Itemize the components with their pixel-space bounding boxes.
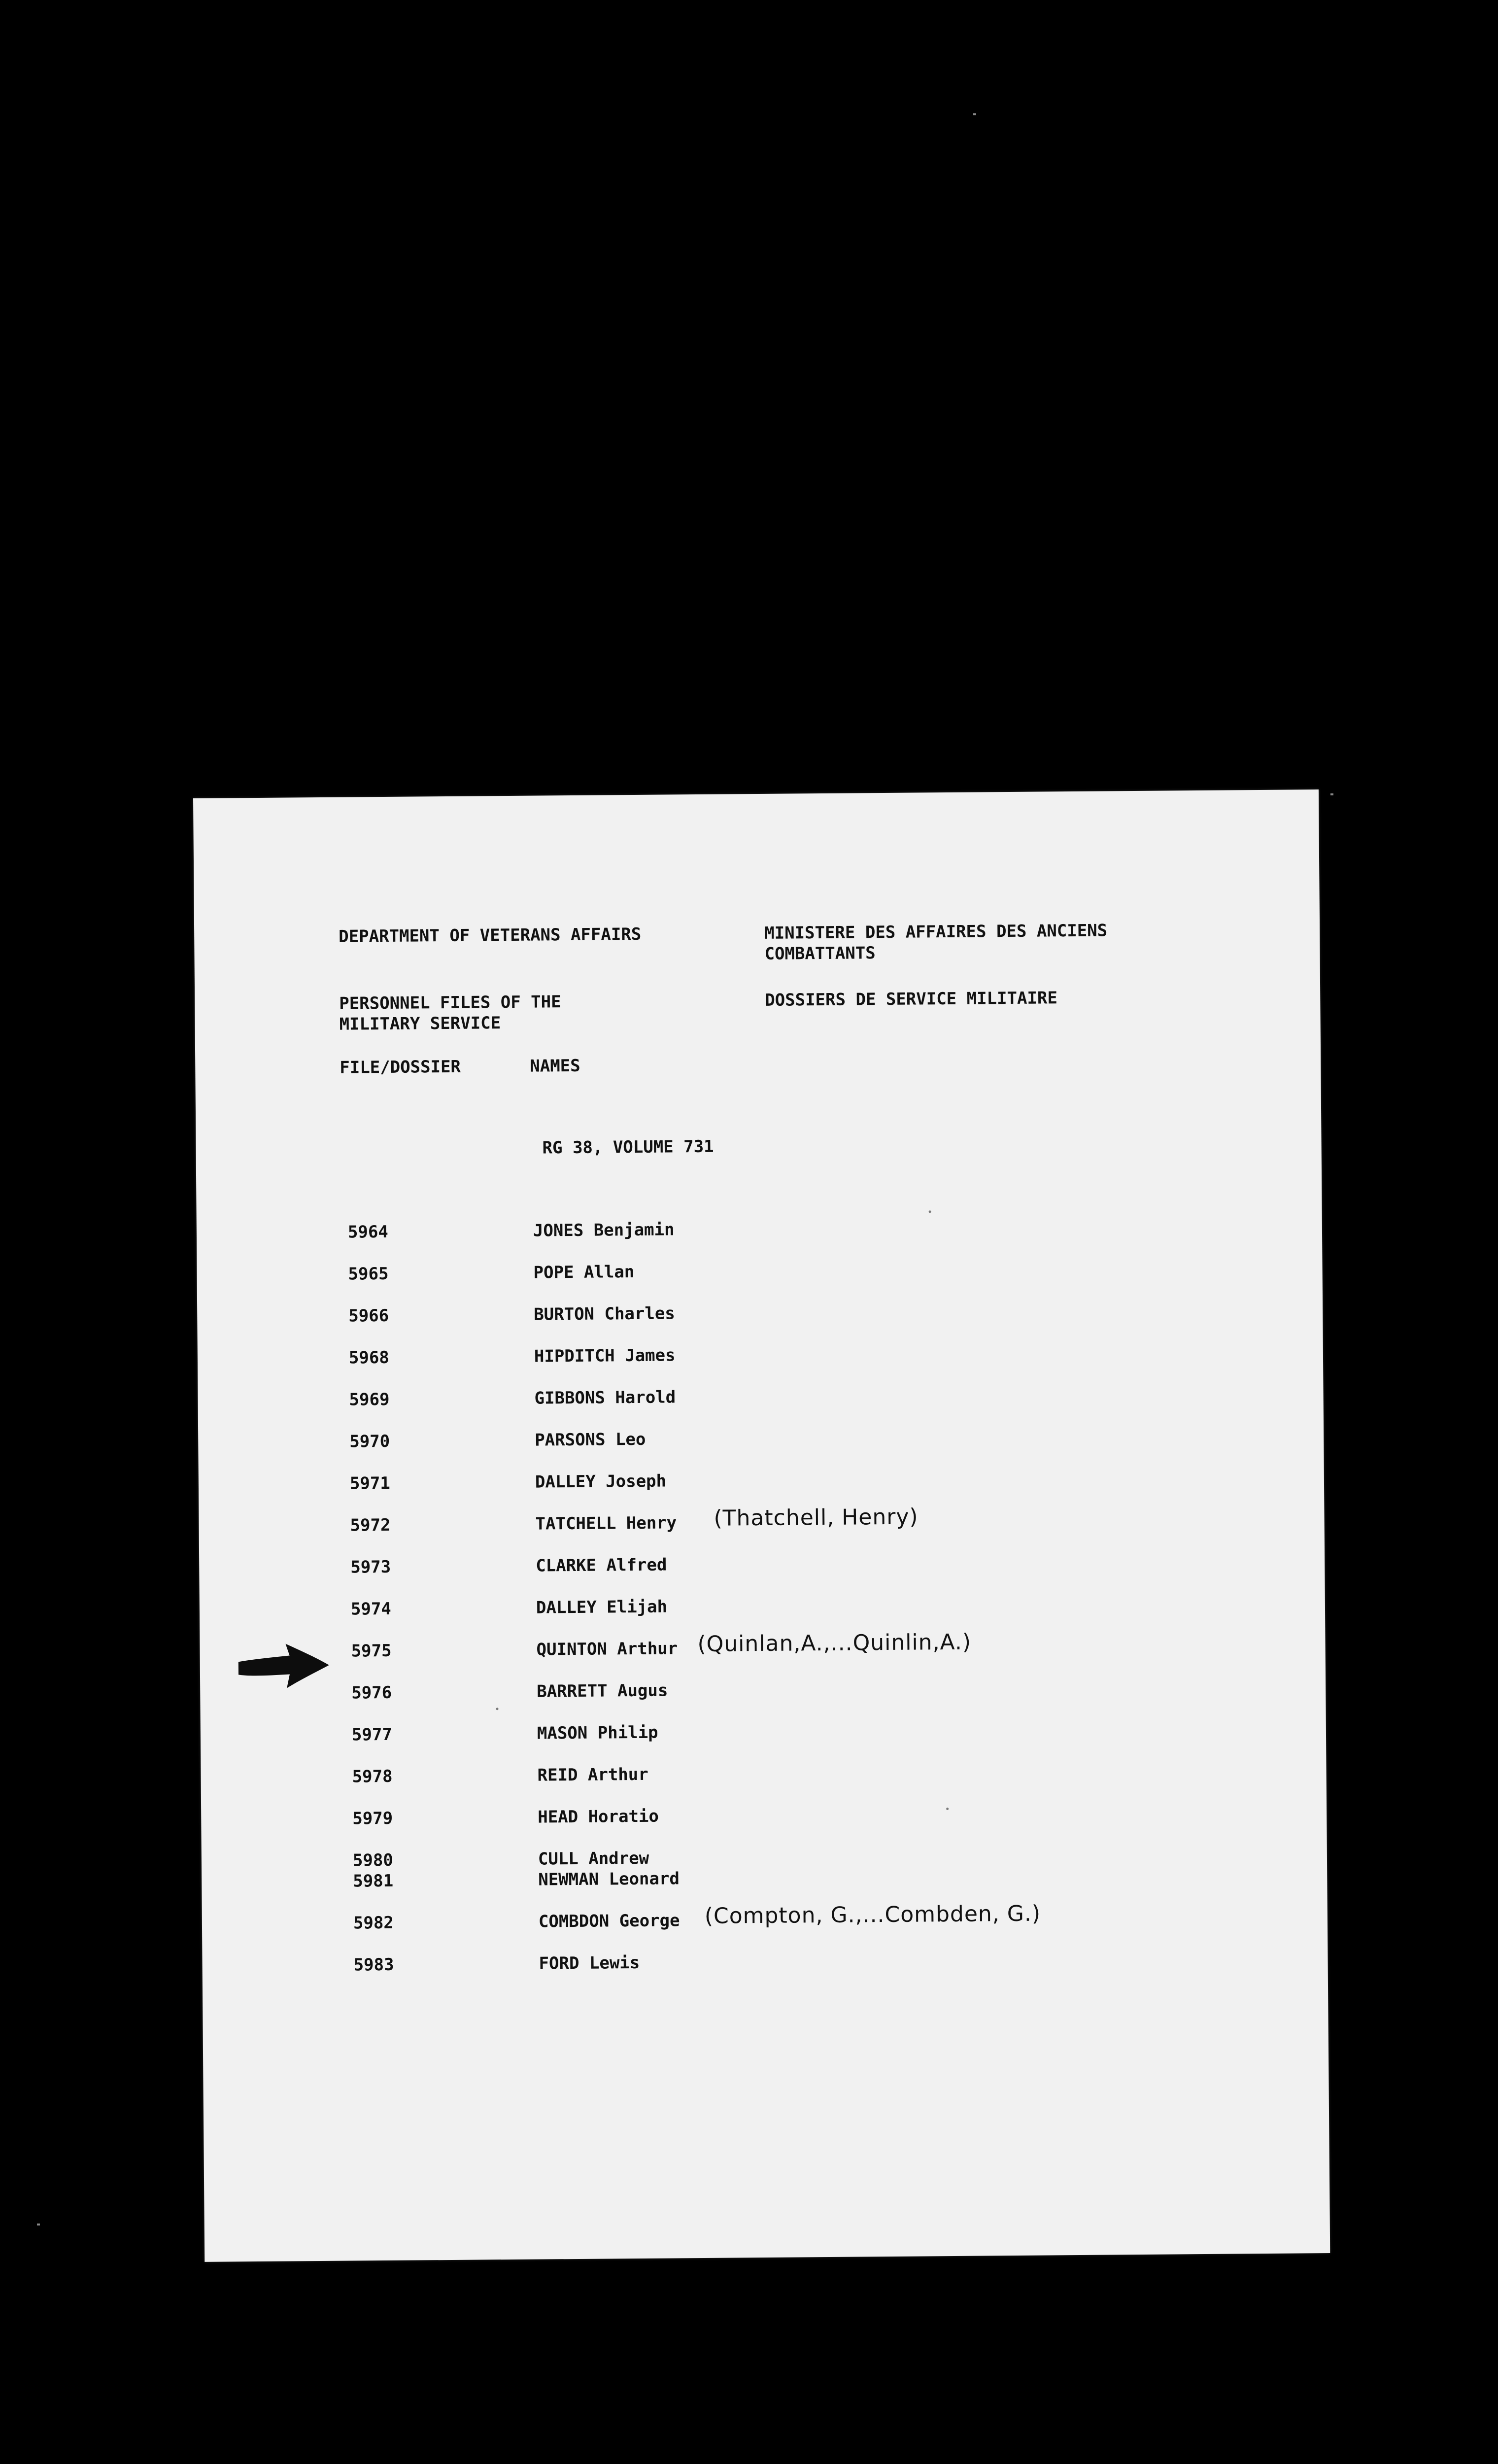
file-number: 5976 <box>351 1682 392 1703</box>
background-speck <box>973 113 976 115</box>
files-title-en-line2: MILITARY SERVICE <box>339 1013 501 1034</box>
volume-label: RG 38, VOLUME 731 <box>542 1136 714 1158</box>
person-name: DALLEY Elijah <box>536 1597 668 1618</box>
file-number: 5982 <box>353 1913 394 1933</box>
background-speck <box>37 2224 40 2225</box>
person-name: HEAD Horatio <box>538 1806 659 1827</box>
file-number: 5978 <box>352 1766 393 1787</box>
department-title-fr-line1: MINISTERE DES AFFAIRES DES ANCIENS <box>764 921 1108 943</box>
file-number: 5965 <box>348 1264 389 1284</box>
department-title-en: DEPARTMENT OF VETERANS AFFAIRS <box>339 924 642 947</box>
person-name: GIBBONS Harold <box>534 1387 676 1408</box>
person-name: CLARKE Alfred <box>536 1555 667 1576</box>
file-number: 5975 <box>351 1641 392 1661</box>
handwritten-alias-note: (Quinlan,A.,...Quinlin,A.) <box>697 1629 972 1657</box>
handwritten-alias-note: (Thatchell, Henry) <box>714 1504 919 1531</box>
paper-speck <box>929 1210 931 1213</box>
document-page <box>193 789 1330 2262</box>
arrow-right-icon <box>234 1638 333 1693</box>
file-number: 5966 <box>348 1305 389 1326</box>
paper-speck <box>496 1708 499 1710</box>
file-number: 5969 <box>349 1389 390 1410</box>
file-number: 5970 <box>349 1431 390 1452</box>
person-name: MASON Philip <box>537 1722 658 1744</box>
department-title-fr-line2: COMBATTANTS <box>764 943 876 964</box>
file-number: 5973 <box>350 1557 391 1577</box>
file-number: 5981 <box>353 1871 394 1891</box>
paper-speck <box>946 1808 949 1810</box>
person-name: POPE Allan <box>533 1262 635 1283</box>
person-name: BURTON Charles <box>534 1303 675 1325</box>
column-header-file: FILE/DOSSIER <box>340 1057 461 1078</box>
person-name: NEWMAN Leonard <box>538 1869 680 1890</box>
file-number: 5968 <box>348 1347 389 1368</box>
person-name: JONES Benjamin <box>533 1220 675 1241</box>
person-name: DALLEY Joseph <box>535 1471 667 1492</box>
person-name: FORD Lewis <box>539 1952 640 1974</box>
file-number: 5977 <box>351 1724 392 1745</box>
person-name: TATCHELL Henry <box>535 1513 677 1534</box>
handwritten-alias-note: (Compton, G.,...Combden, G.) <box>704 1901 1041 1929</box>
person-name: CULL Andrew <box>538 1848 649 1869</box>
file-number: 5983 <box>353 1954 394 1975</box>
person-name: COMBDON George <box>538 1911 680 1932</box>
file-number: 5980 <box>352 1850 393 1871</box>
column-header-names: NAMES <box>530 1056 580 1076</box>
file-number: 5964 <box>347 1222 388 1242</box>
file-number: 5974 <box>350 1599 391 1619</box>
person-name: BARRETT Augus <box>537 1680 668 1702</box>
person-name: HIPDITCH James <box>534 1345 676 1367</box>
person-name: REID Arthur <box>537 1764 648 1785</box>
file-number: 5972 <box>350 1515 391 1536</box>
files-title-en-line1: PERSONNEL FILES OF THE <box>339 992 561 1014</box>
file-number: 5979 <box>352 1808 393 1829</box>
person-name: QUINTON Arthur <box>536 1639 678 1660</box>
person-name: PARSONS Leo <box>535 1429 646 1450</box>
files-title-fr: DOSSIERS DE SERVICE MILITAIRE <box>765 988 1058 1010</box>
file-number: 5971 <box>349 1473 390 1494</box>
background-speck <box>1330 793 1333 795</box>
